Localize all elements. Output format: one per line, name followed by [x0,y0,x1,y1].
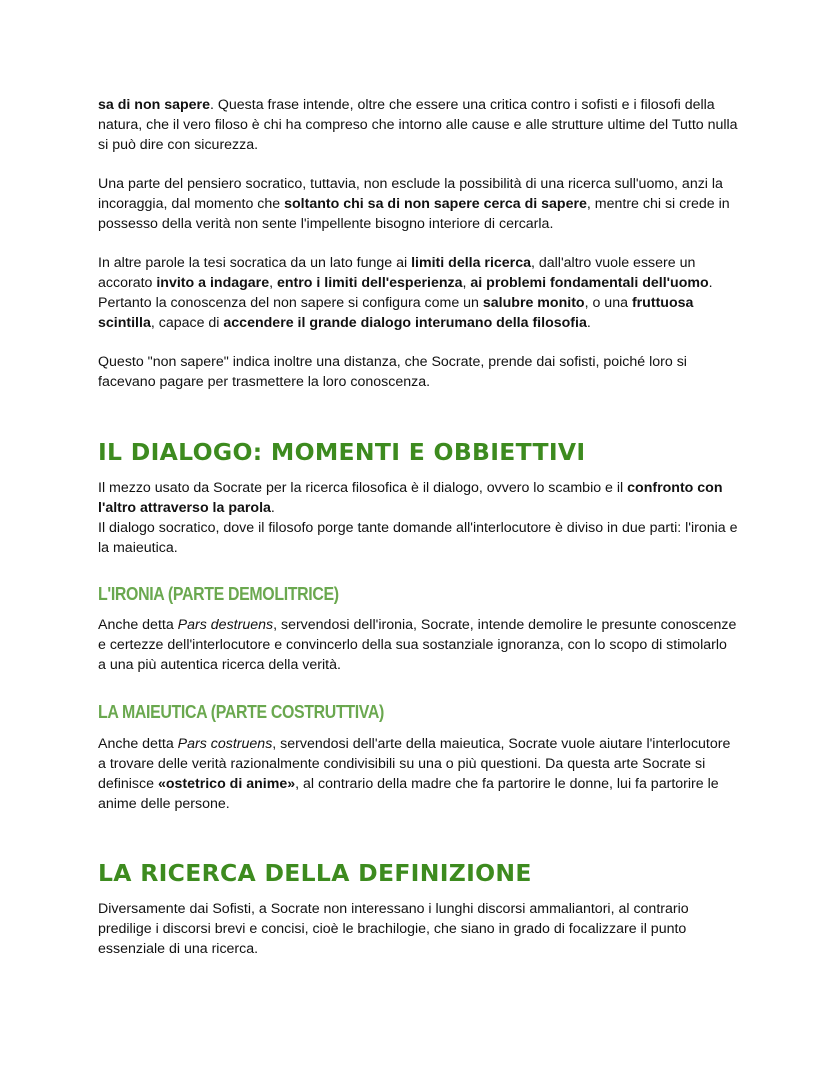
p5-run: . [270,500,275,516]
paragraph-mezzo-dialogo [98,478,738,518]
heading-ironia: L'IRONIA (PARTE DEMOLITRICE) [98,583,339,604]
p3-run: , dall'altro vuole essere un accorato [98,255,696,291]
p9-run: Diversamente dai Sofisti, a Socrate non interessano i lunghi discorsi ammaliantori, al contrario predilige i discorsi brevi e concisi, cioè le brachilogie, che siano in grado di focalizzare il punto essenziale di una ricerca. [98,901,689,957]
p3-run: , [269,275,277,291]
p7-run: , servendosi dell'ironia, Socrate, intende demolire le presunte conoscenze e certezze dell'interlocutore e convincerlo della sua sostanziale ignoranza, con lo scopo di stimolarlo a una più autentica ricerca della verità. [98,617,737,673]
p3-run: invito a indagare [156,275,270,291]
p3-run: limiti della ricerca [411,255,531,271]
p8-run: , servendosi dell'arte della maieutica, Socrate vuole aiutare l'interlocutore a trovare delle verità razionalmente condivisibili su una o più questioni. Da questa arte Socrate si definisce [98,736,731,792]
p3-run: , o una [584,295,632,311]
p3-run: salubre monito [482,295,585,311]
p3-run: , capace di [150,315,224,331]
p1-run: . Questa frase intende, oltre che essere una critica contro i sofisti e i filosofi della natura, che il vero filoso è chi ha compreso che intorno alle cause e alle strutture ultime del Tutto nulla si può dire con sicurezza. [98,97,738,153]
p3-run: accendere il grande dialogo interumano della filosofia [223,315,587,331]
paragraph-tesi-socratica [98,253,738,333]
p8-run: Anche detta [98,736,178,752]
paragraph-distanza-sofisti [98,352,738,392]
heading-ricerca-definizione: LA RICERCA DELLA DEFINIZIONE [98,859,532,887]
p4-run: Questo "non sapere" indica inoltre una distanza, che Socrate, prende dai sofisti, poiché loro si facevano pagare per trasmettere la loro conoscenza. [98,354,687,390]
heading-dialogo: IL DIALOGO: MOMENTI E OBBIETTIVI [98,438,586,466]
heading-maieutica: LA MAIEUTICA (PARTE COSTRUTTIVA) [98,701,384,722]
p3-run: . [586,315,591,331]
p8-run: «ostetrico di anime» [157,776,296,792]
p5-run: Il mezzo usato da Socrate per la ricerca filosofica è il dialogo, ovvero lo scambio e il [98,480,628,496]
p8-run: Pars costruens [177,736,273,752]
p3-run: ai problemi fondamentali dell'uomo [470,275,709,291]
paragraph-maieutica [98,734,738,814]
p8-run: , al contrario della madre che fa partorire le donne, lui fa partorire le anime delle persone. [98,776,719,812]
p2-run: , mentre chi si crede in possesso della verità non sente l'impellente bisogno interiore di cercarla. [98,196,730,232]
p5-run: confronto con l'altro attraverso la parola [98,480,723,516]
paragraph-non-sapere [98,95,738,155]
paragraph-dialogo-parti [98,518,738,558]
p2-run: soltanto chi sa di non sapere cerca di sapere [284,196,587,212]
p3-run: In altre parole la tesi socratica da un lato funge ai [98,255,412,271]
p1-run: sa di non sapere [98,97,210,113]
p3-run: . Pertanto la conoscenza del non sapere si configura come un [98,275,713,311]
paragraph-ricerca-uomo [98,174,738,234]
p3-run: entro i limiti dell'esperienza [277,275,463,291]
paragraph-ironia [98,615,738,675]
paragraph-ricerca-definizione [98,899,738,959]
p2-run: Una parte del pensiero socratico, tuttavia, non esclude la possibilità di una ricerca sull'uomo, anzi la incoraggia, dal momento che [98,176,723,212]
p6-run: Il dialogo socratico, dove il filosofo porge tante domande all'interlocutore è diviso in due parti: l'ironia e la maieutica. [98,520,738,556]
p7-run: Anche detta [98,617,178,633]
p7-run: Pars destruens [177,617,274,633]
p3-run: , [462,275,471,291]
p3-run: fruttuosa scintilla [98,295,694,331]
